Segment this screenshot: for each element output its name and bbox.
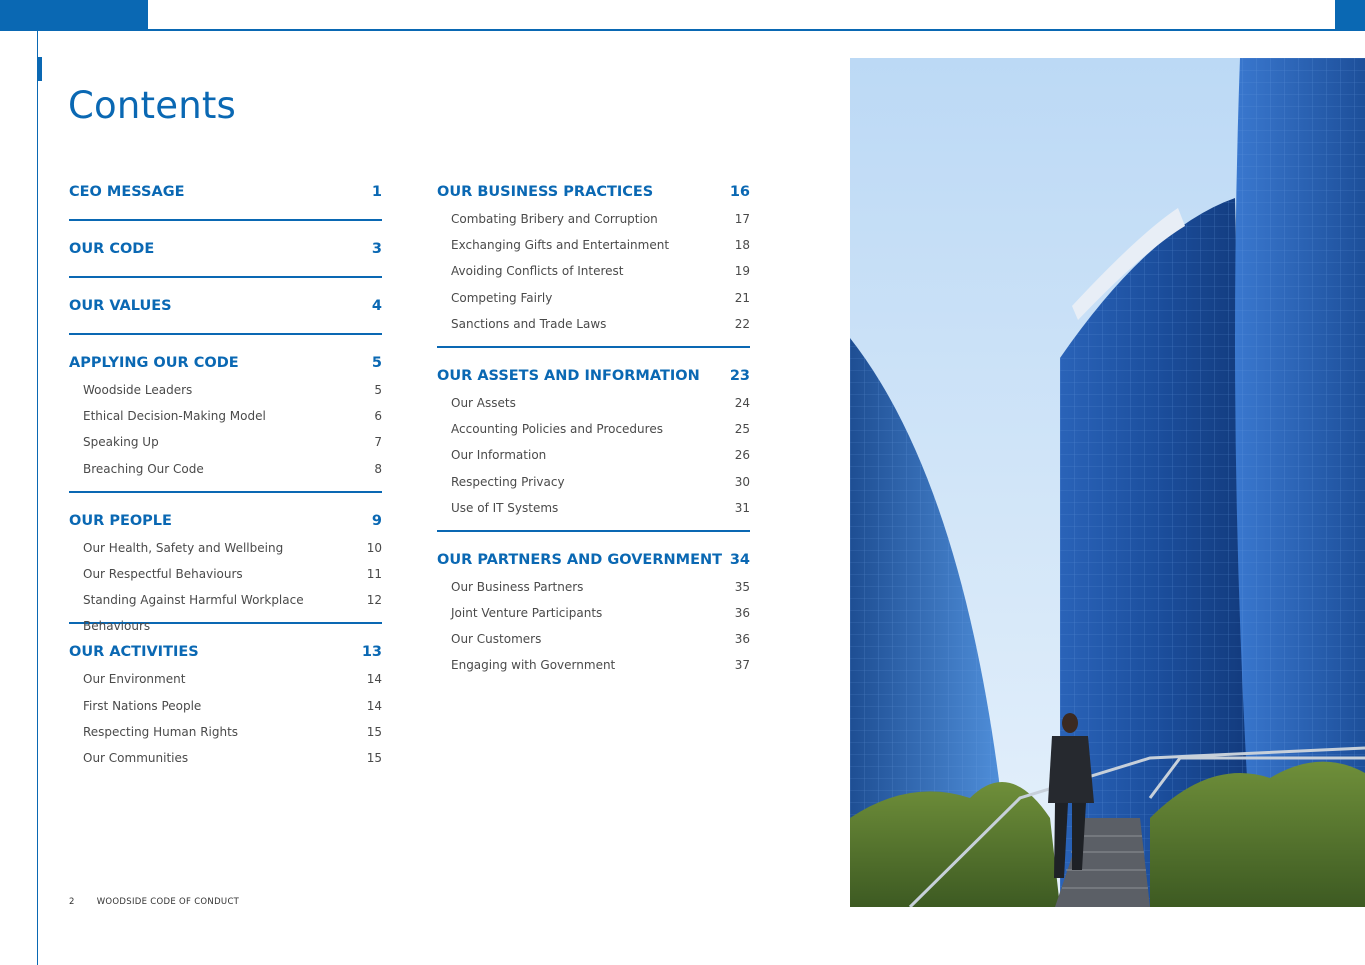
- toc-entry-label: Our Business Partners: [451, 579, 584, 594]
- toc-entry[interactable]: [437, 390, 750, 416]
- toc-entry[interactable]: [69, 666, 382, 692]
- margin-tab-marker: [37, 57, 42, 81]
- toc-entry-page: 17: [734, 212, 750, 226]
- toc-entry-page: 15: [366, 750, 382, 765]
- toc-subsection-list: [69, 377, 382, 482]
- toc-entry-label: Combating Bribery and Corruption: [451, 212, 658, 226]
- toc-entry-label: Our Respectful Behaviours: [83, 566, 243, 581]
- toc-entry-label: Respecting Human Rights: [83, 724, 239, 739]
- toc-entry[interactable]: [69, 561, 382, 587]
- toc-entry-page: 31: [734, 500, 750, 515]
- toc-section-applying-our-code: [69, 349, 382, 493]
- toc-subsection-list: [437, 206, 750, 337]
- toc-entry-label: Use of IT Systems: [451, 500, 559, 515]
- toc-entry-label: Ethical Decision-Making Model: [83, 409, 266, 424]
- toc-entry[interactable]: [437, 442, 750, 468]
- toc-section-heading[interactable]: [69, 507, 382, 535]
- toc-section-heading[interactable]: [69, 178, 382, 206]
- toc-section-page: 16: [729, 184, 750, 200]
- toc-entry-label: Accounting Policies and Procedures: [451, 422, 663, 437]
- toc-section-heading[interactable]: [437, 362, 750, 390]
- toc-entry-page: 35: [734, 579, 750, 594]
- toc-entry-page: 24: [734, 395, 750, 410]
- toc-entry-label: Our Environment: [83, 672, 186, 687]
- toc-entry-label: Joint Venture Participants: [451, 606, 603, 621]
- toc-entry[interactable]: [437, 652, 750, 678]
- toc-subsection-list: [437, 390, 750, 521]
- toc-section-our-activities: [69, 638, 382, 780]
- toc-entry[interactable]: [437, 626, 750, 652]
- toc-entry[interactable]: [437, 495, 750, 521]
- toc-entry[interactable]: [437, 232, 750, 258]
- toc-entry-label: Our Customers: [451, 632, 542, 647]
- toc-entry-page: 11: [366, 566, 382, 581]
- toc-section-title: OUR PARTNERS AND GOVERNMENT: [437, 551, 723, 568]
- toc-entry[interactable]: [437, 206, 750, 232]
- toc-entry-page: 19: [734, 264, 750, 279]
- toc-section-heading[interactable]: [69, 349, 382, 377]
- toc-section-our-business-practices: [437, 178, 750, 348]
- toc-section-heading[interactable]: [69, 235, 382, 263]
- toc-entry[interactable]: [69, 456, 382, 482]
- toc-entry-page: 10: [366, 540, 382, 555]
- toc-entry[interactable]: [437, 285, 750, 311]
- toc-entry[interactable]: [69, 403, 382, 429]
- toc-section-our-partners-and-government: [437, 546, 750, 688]
- toc-section-title: CEO MESSAGE: [69, 184, 185, 200]
- toc-entry[interactable]: [69, 587, 382, 634]
- toc-entry-page: 21: [734, 290, 750, 305]
- toc-entry-page: 22: [734, 316, 750, 331]
- toc-section-page: 4: [371, 298, 382, 314]
- toc-section-heading[interactable]: [69, 638, 382, 666]
- toc-section-our-assets-and-information: [437, 362, 750, 532]
- toc-section-page: 1: [371, 184, 382, 200]
- toc-entry-page: 15: [366, 724, 382, 739]
- toc-entry-label: Our Assets: [451, 395, 516, 410]
- toc-section-page: 23: [729, 367, 750, 384]
- toc-section-heading[interactable]: [437, 178, 750, 206]
- toc-entry-page: 36: [734, 606, 750, 621]
- page-title: Contents: [68, 84, 237, 127]
- toc-section-page: 34: [729, 551, 750, 568]
- toc-entry-page: 25: [734, 422, 750, 437]
- toc-entry-label: Avoiding Conflicts of Interest: [451, 264, 624, 279]
- toc-entry-page: 26: [734, 448, 750, 463]
- toc-entry-label: Woodside Leaders: [83, 383, 193, 397]
- toc-entry-label: First Nations People: [83, 698, 202, 713]
- toc-entry[interactable]: [69, 535, 382, 561]
- toc-entry-label: Exchanging Gifts and Entertainment: [451, 238, 670, 253]
- toc-entry[interactable]: [437, 469, 750, 495]
- toc-entry[interactable]: [69, 429, 382, 455]
- toc-entry[interactable]: [69, 377, 382, 403]
- toc-entry-page: 14: [366, 672, 382, 687]
- toc-subsection-list: [69, 535, 382, 634]
- toc-section-page: 13: [361, 644, 382, 661]
- toc-entry-label: Sanctions and Trade Laws: [451, 316, 607, 331]
- toc-entry-label: Respecting Privacy: [451, 474, 565, 489]
- toc-entry-page: 18: [734, 238, 750, 253]
- toc-entry-label: Standing Against Harmful Workplace Behaviours: [83, 593, 304, 634]
- toc-section-title: OUR VALUES: [69, 298, 172, 314]
- toc-entry[interactable]: [437, 258, 750, 284]
- toc-section-our-people: [69, 507, 382, 634]
- toc-subsection-list: [69, 666, 382, 771]
- toc-entry-page: 37: [734, 658, 750, 673]
- toc-section-title: OUR BUSINESS PRACTICES: [437, 184, 654, 200]
- toc-section-title: OUR ACTIVITIES: [69, 644, 199, 661]
- toc-entry[interactable]: [437, 574, 750, 600]
- toc-section-our-code: [69, 235, 382, 278]
- toc-entry-label: Our Health, Safety and Wellbeing: [83, 540, 284, 555]
- toc-column-left: [69, 178, 382, 794]
- toc-entry-page: 5: [374, 383, 382, 397]
- toc-entry[interactable]: [69, 745, 382, 771]
- toc-entry[interactable]: [69, 693, 382, 719]
- office-tower-photo: [850, 58, 1365, 907]
- toc-section-page: 3: [371, 241, 382, 257]
- toc-entry-page: 14: [366, 698, 382, 713]
- toc-section-title: OUR CODE: [69, 241, 155, 257]
- toc-entry[interactable]: [69, 719, 382, 745]
- toc-section-ceo-message: [69, 178, 382, 221]
- toc-entry[interactable]: [437, 416, 750, 442]
- toc-entry-label: Our Information: [451, 448, 547, 463]
- toc-entry-label: Breaching Our Code: [83, 461, 204, 476]
- header-rule: [0, 29, 1365, 31]
- toc-entry-label: Competing Fairly: [451, 290, 553, 305]
- toc-column-right: [437, 178, 750, 702]
- toc-entry[interactable]: [437, 600, 750, 626]
- toc-section-our-values: [69, 292, 382, 335]
- footer-page-number: 2: [69, 897, 75, 907]
- toc-entry-page: 12: [366, 593, 382, 608]
- toc-entry-page: 7: [374, 435, 382, 450]
- toc-section-title: OUR PEOPLE: [69, 512, 172, 529]
- footer-title: WOODSIDE CODE OF CONDUCT: [96, 897, 240, 907]
- header-accent-right: [1335, 0, 1365, 30]
- toc-entry[interactable]: [437, 311, 750, 337]
- toc-entry-label: Our Communities: [83, 750, 189, 765]
- toc-section-title: OUR ASSETS AND INFORMATION: [437, 367, 700, 384]
- toc-section-heading[interactable]: [69, 292, 382, 320]
- toc-entry-label: Speaking Up: [83, 435, 159, 450]
- toc-entry-page: 6: [374, 409, 382, 424]
- header-accent-left: [0, 0, 148, 30]
- toc-entry-label: Engaging with Government: [451, 658, 616, 673]
- toc-subsection-list: [437, 574, 750, 679]
- toc-section-page: 5: [371, 355, 382, 371]
- toc-section-heading[interactable]: [437, 546, 750, 574]
- toc-entry-page: 36: [734, 632, 750, 647]
- toc-section-title: APPLYING OUR CODE: [69, 355, 239, 371]
- toc-entry-page: 30: [734, 474, 750, 489]
- margin-rule: [37, 30, 38, 965]
- toc-entry-page: 8: [374, 461, 382, 476]
- toc-section-page: 9: [371, 512, 382, 529]
- page-footer: [69, 897, 239, 907]
